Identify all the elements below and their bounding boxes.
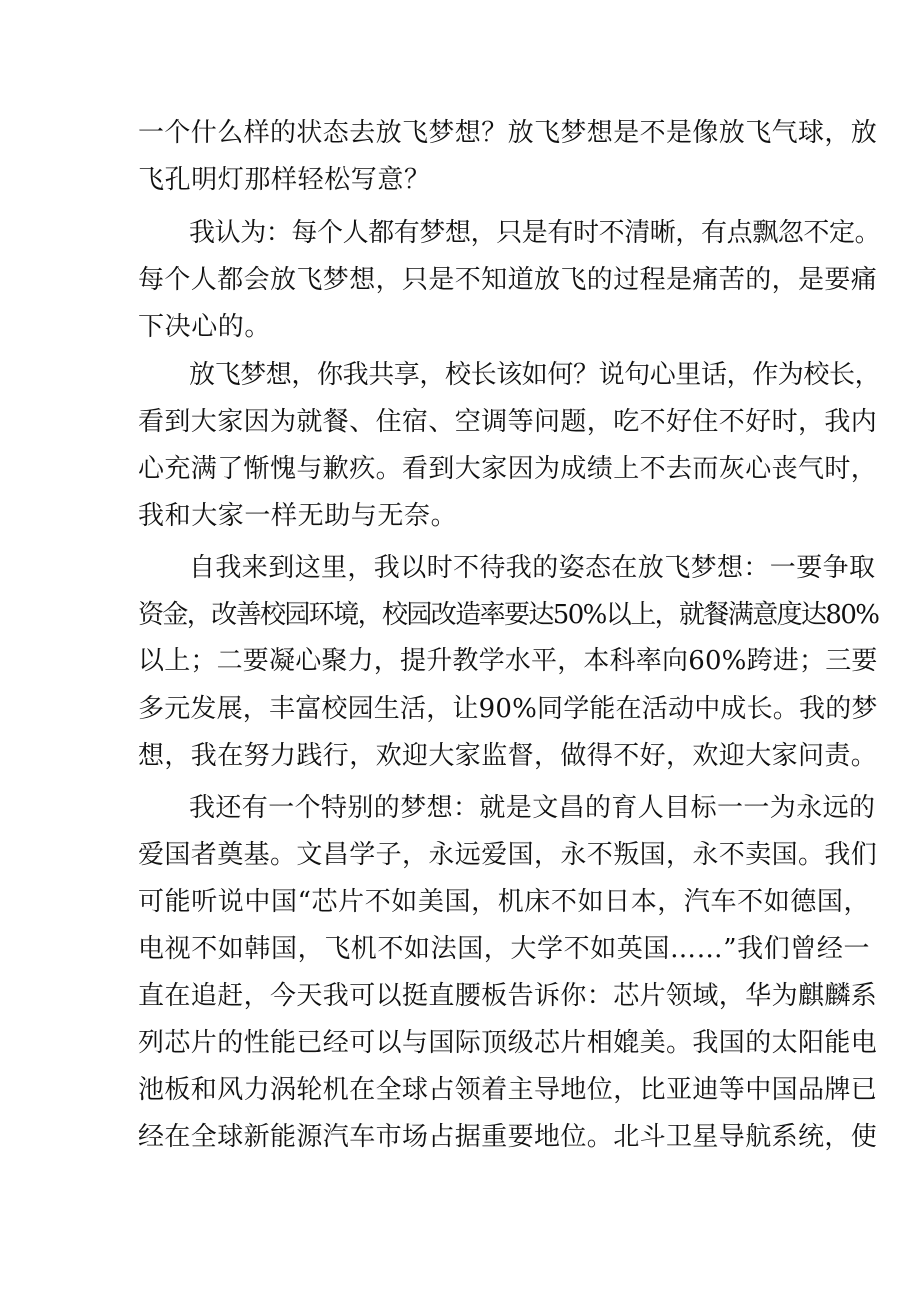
text-line-16: 爱国者奠基。文昌学子，永远爱国，永不叛国，永不卖国。我们: [138, 840, 878, 870]
text-line-19: 直在追赶，今天我可以挺直腰板告诉你：芯片领域，华为麒麟系: [138, 981, 878, 1011]
text-line-20: 列芯片的性能已经可以与国际顶级芯片相媲美。我国的太阳能电: [138, 1028, 878, 1058]
text-line-4: 每个人都会放飞梦想，只是不知道放飞的过程是痛苦的，是要痛: [138, 265, 878, 295]
text-line-21: 池板和风力涡轮机在全球占领着主导地位，比亚迪等中国品牌已: [138, 1075, 878, 1105]
text-line-9: 我和大家一样无助与无奈。: [138, 501, 458, 531]
text-line-13: 多元发展，丰富校园生活，让90%同学能在活动中成长。我的梦: [138, 694, 878, 724]
text-line-17: 可能听说中国“芯片不如美国，机床不如日本，汽车不如德国，: [138, 887, 871, 917]
text-line-1: 一个什么样的状态去放飞梦想？放飞梦想是不是像放飞气球，放: [138, 118, 878, 148]
text-line-3: 我认为：每个人都有梦想，只是有时不清晰，有点飘忽不定。: [189, 218, 881, 248]
text-line-7: 看到大家因为就餐、住宿、空调等问题，吃不好住不好时，我内: [138, 407, 878, 437]
text-line-6: 放飞梦想，你我共享，校长该如何？说句心里话，作为校长，: [189, 360, 881, 390]
text-line-15: 我还有一个特别的梦想：就是文昌的育人目标一一为永远的: [189, 793, 876, 823]
text-line-8: 心充满了惭愧与歉疚。看到大家因为成绩上不去而灰心丧气时，: [138, 454, 878, 484]
text-line-22: 经在全球新能源汽车市场占据重要地位。北斗卫星导航系统，使: [138, 1122, 878, 1152]
text-line-5: 下决心的。: [138, 312, 272, 342]
text-line-14: 想，我在努力践行，欢迎大家监督，做得不好，欢迎大家问责。: [138, 741, 878, 771]
text-line-18: 电视不如韩国，飞机不如法国，大学不如英国……”我们曾经一: [138, 934, 871, 964]
text-line-2: 飞孔明灯那样轻松写意？: [138, 165, 431, 195]
text-line-12: 以上；二要凝心聚力，提升教学水平，本科率向60%跨进；三要: [138, 646, 878, 676]
text-line-10: 自我来到这里，我以时不待我的姿态在放飞梦想：一要争取: [189, 553, 876, 583]
text-line-11: 资金，改善校园环境，校园改造率要达50%以上，就餐满意度达80%: [138, 600, 879, 630]
